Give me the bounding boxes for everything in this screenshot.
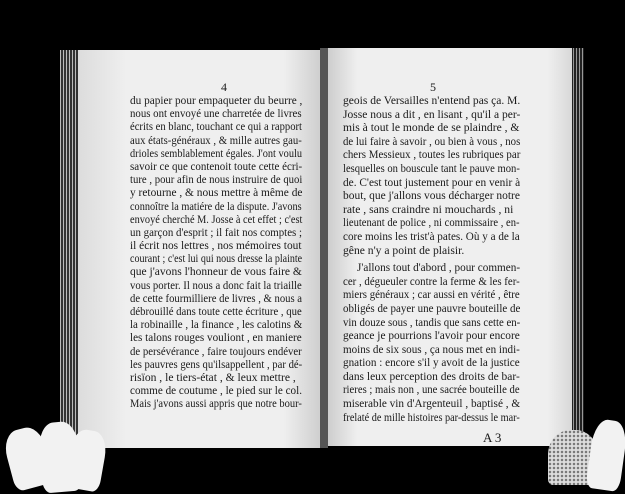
text-line: envoyé cherché M. Josse à cet effet ; c'est [130,212,303,226]
text-line: drioles semblablement égales. J'ont voulu [130,146,303,160]
text-line: miers généraux ; car aussi en vérité , être [343,288,520,302]
text-line: bout, que j'allons vous décharger notre [343,189,520,203]
text-line: comme de coutume , le pied sur le col. [130,384,303,398]
text-line: Josse nous a dit , en lisant , qu'il a per- [343,107,521,121]
text-line: rieres ; mais non , une sacrée bouteille de [343,383,520,397]
page-number: 4 [221,80,227,94]
left-page [78,50,320,448]
text-line: de. C'est tout justement pour en venir à [343,175,521,189]
page-edges-left [60,50,80,448]
text-line: savoir ce que contenoit toute cette écri- [130,159,303,173]
text-line: core moins les trist'à pates. Où y a de la [343,229,520,243]
text-line: nous ont envoyé une charretée de livres [130,107,302,121]
text-line: ture , pour afin de nous instruire de quoi [130,173,303,187]
text-line: y retourne , & nous mettre à même de [130,186,303,200]
text-line: mis à tout le monde de se plaindre , & [343,121,520,135]
text-line: obligés de payer une pauvre bouteille de [343,301,521,315]
text-line: chers Messieux , toutes les rubriques par [343,148,521,162]
text-line: de lui faire à savoir , ou bien à vous , nos [343,134,521,148]
text-line: vin douze sous , tandis que sans cette en- [343,315,521,329]
text-line: miserable vin d'Argenteuil , baptisé , & [343,397,521,411]
text-line: gnation : encore s'il y avoit de la justice [343,356,520,370]
text-line: écrits en blanc, touchant ce qui a rapport [130,120,303,134]
text-line: connoître la matiére de la dispute. J'avons [130,199,302,213]
text-line: les pauvres gens qu'ilsappellent , par dé- [130,357,303,371]
text-line: risïon , le tiers-état , & leux mettre , [130,370,296,384]
text-line: du papier pour empaqueter du beurre , [130,94,303,107]
text-line: la robinaille , la finance , les calotins & [130,318,303,332]
text-line: geois de Versailles n'entend pas ça. M. [343,94,521,107]
text-line: courant ; c'est lui qui nous dresse la plainte [130,252,303,266]
page-edges-right [570,48,584,446]
text-line: frelaté de mille histoires par-dessus le mar- [343,410,520,424]
text-line: lesquelles on bouscule tant le pauve mon- [343,161,520,175]
book-gutter [320,48,328,448]
text-line: aux états-généraux , & mille autres gau- [130,133,302,147]
text-line: dans leux perception des droits de bar- [343,369,520,383]
text-line: Mais j'avons aussi appris que notre bour- [130,397,302,411]
text-line: cer , dégueuler contre la ferme & les fer- [343,274,520,288]
text-line: moins de six sous , ça nous met en indi- [343,342,520,356]
glove-finger [585,418,625,492]
text-line: de persévérance , faire toujours endéver [130,344,302,358]
text-line: geance je pourrions l'avoir pour encore [343,329,520,343]
right-page [328,48,572,446]
text-line: J'allons tout d'abord , pour commen- [357,261,521,275]
text-line: débrouillé dans toute cette écriture , que [130,305,302,318]
signature-mark: A 3 [483,430,502,445]
text-line: un garçon d'esprit ; il fait nos comptes ; [130,225,303,239]
text-line: de cette fourmilliere de livres , & nous a [130,291,303,305]
text-line: il écrit nos lettres , nos mémoires tout [130,239,302,253]
text-line: que j'avons l'honneur de vous faire & [130,265,302,279]
text-line: les talons rouges vouliont , en maniere [130,331,302,345]
text-line: rate , sans craindre ni mouchards , ni [343,202,514,216]
text-line: vous porter. Il nous a donc fait la triaille [130,278,302,292]
page-number: 5 [430,80,436,94]
left-page-text [130,94,302,411]
text-line: lieutenant de police , ni commissaire , en- [343,216,520,230]
right-page-text [343,94,520,424]
text-line: gêne n'y a point de plaisir. [343,243,465,257]
